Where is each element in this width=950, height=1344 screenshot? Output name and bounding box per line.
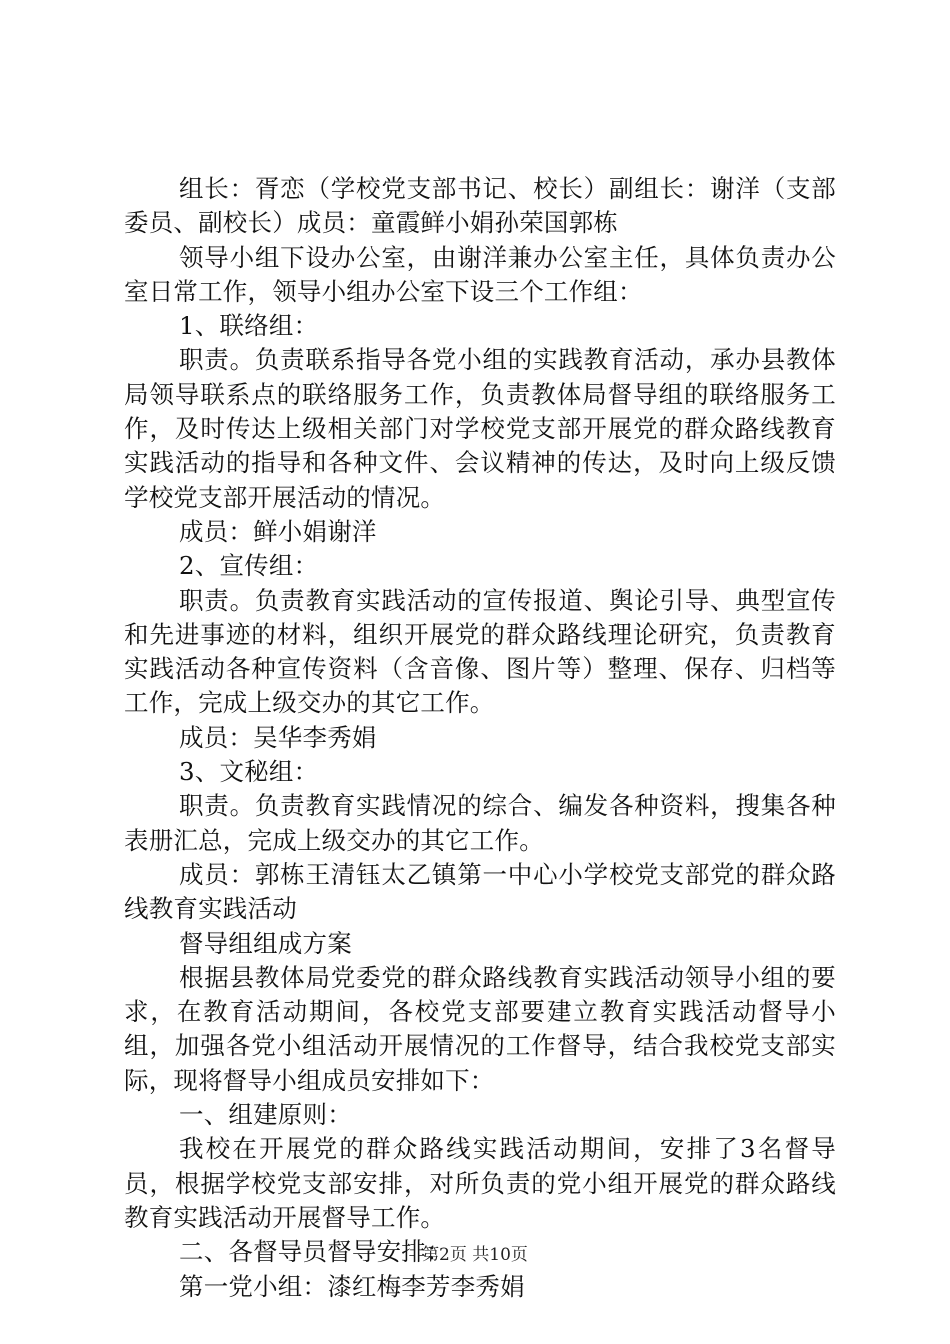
heading-principles: 一、组建原则： (179, 1100, 352, 1130)
paragraph-principles: 我校在开展党的群众路线实践活动期间，安排了3名督导员，根据学校党支部安排，对所负责的党小组开展党的群众路线教育实践活动开展督导工作。 (124, 1134, 836, 1232)
heading-publicity-group: 2、宣传组： (179, 551, 319, 581)
paragraph-supervision-intro: 根据县教体局党委党的群众路线教育实践活动领导小组的要求，在教育活动期间，各校党支部要建立教育实践活动督导小组，加强各党小组活动开展情况的工作督导，结合我校党支部实际，现将督导小组成员安排如下： (124, 962, 836, 1095)
paragraph-first-group: 第一党小组：漆红梅李芳李秀娟 (179, 1271, 525, 1301)
paragraph-publicity-duties: 职责。负责教育实践活动的宣传报道、舆论引导、典型宣传和先进事迹的材料，组织开展党的群众路线理论研究，负责教育实践活动各种宣传资料（含音像、图片等）整理、保存、归档等工作，完成上级交办的其它工作。 (124, 585, 836, 718)
heading-liaison-group: 1、联络组： (179, 311, 319, 341)
paragraph-publicity-members: 成员：吴华李秀娟 (179, 722, 377, 752)
paragraph-office: 领导小组下设办公室，由谢洋兼办公室主任，具体负责办公室日常工作，领导小组办公室下设三个工作组： (124, 242, 836, 306)
heading-supervision-plan: 督导组组成方案 (179, 928, 352, 958)
paragraph-secretary-members: 成员：郭栋王清钰太乙镇第一中心小学校党支部党的群众路线教育实践活动 (124, 859, 836, 924)
heading-secretary-group: 3、文秘组： (179, 757, 319, 787)
page-number-footer: 第2页 共10页 (422, 1245, 528, 1265)
paragraph-leaders: 组长：胥恋（学校党支部书记、校长）副组长：谢洋（支部委员、副校长）成员：童霞鲜小娟孙荣国郭栋 (124, 174, 836, 238)
paragraph-liaison-members: 成员：鲜小娟谢洋 (179, 516, 377, 546)
heading-arrangements: 二、各督导员督导安排： (179, 1237, 451, 1267)
document-body (124, 172, 836, 1304)
paragraph-secretary-duties: 职责。负责教育实践情况的综合、编发各种资料，搜集各种表册汇总，完成上级交办的其它工作。 (124, 791, 836, 855)
paragraph-liaison-duties: 职责。负责联系指导各党小组的实践教育活动，承办县教体局领导联系点的联络服务工作，负责教体局督导组的联络服务工作，及时传达上级相关部门对学校党支部开展党的群众路线教育实践活动的指导和各种文件、会议精神的传达，及时向上级反馈学校党支部开展活动的情况。 (124, 345, 836, 512)
